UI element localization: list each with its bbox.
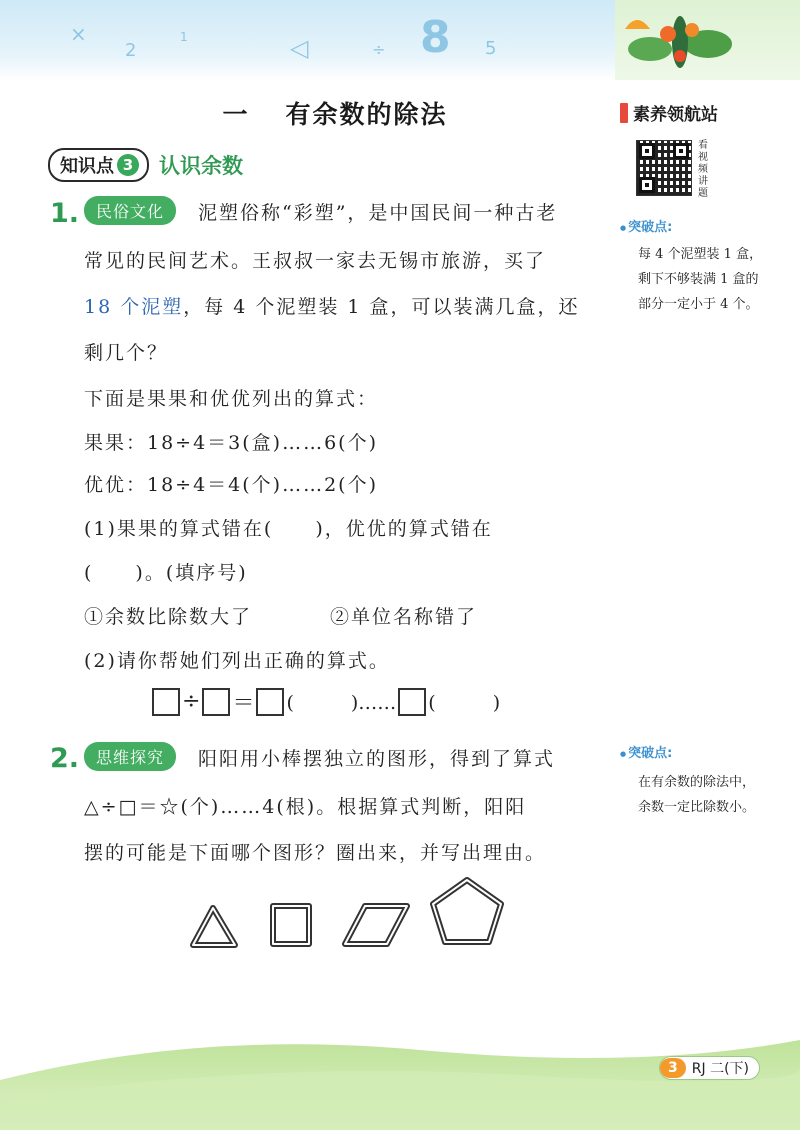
pentagon-shape[interactable]	[433, 880, 501, 942]
deco-glyph: 5	[485, 38, 497, 59]
problem-tag: 思维探究	[84, 742, 176, 771]
knowledge-point-title: 认识余数	[159, 154, 243, 178]
unit-blank[interactable]: ( )	[428, 692, 501, 714]
problem-number: 2.	[50, 743, 80, 774]
answer-box[interactable]	[398, 688, 426, 716]
deco-glyph: ×	[70, 22, 87, 46]
guoguo-equation: 果果：18÷4＝3(盒)……6(个)	[84, 432, 379, 454]
page-badge	[659, 1056, 760, 1080]
answer-box[interactable]	[202, 688, 230, 716]
triangle-shape[interactable]	[193, 908, 235, 945]
problem-tag: 民俗文化	[84, 196, 176, 225]
deco-glyph: 2	[125, 40, 137, 61]
note-text: 每 4 个泥塑装 1 盒，剩下不够装满 1 盒的部分一定小于 4 个。	[638, 247, 763, 312]
question-1-cont: ( )。(填序号)	[84, 562, 248, 584]
square-shape[interactable]	[273, 906, 309, 944]
deco-glyph: ◁	[290, 34, 309, 62]
problem-text: 剩几个？	[84, 342, 169, 364]
problem-text: 常见的民间艺术。王叔叔一家去无锡市旅游，买了	[84, 250, 547, 272]
answer-box[interactable]	[152, 688, 180, 716]
option-1: ①余数比除数大了	[84, 606, 253, 628]
youyou-equation: 优优：18÷4＝4(个)……2(个)	[84, 474, 379, 496]
knowledge-point-badge	[48, 148, 149, 182]
chapter-title: 有余数的除法	[285, 100, 448, 129]
page-number: 3	[660, 1058, 686, 1078]
unit-blank[interactable]: ( )……	[286, 692, 397, 714]
problem-text: △÷□＝☆(个)……4(根)。根据算式判断，阳阳	[84, 796, 527, 818]
answer-box[interactable]	[256, 688, 284, 716]
side-title	[620, 100, 718, 125]
problem-number: 1.	[50, 198, 80, 229]
note-heading: ● 突破点:	[620, 216, 672, 235]
knowledge-point	[48, 148, 243, 182]
problem-text: 阳阳用小棒摆独立的图形，得到了算式	[198, 748, 556, 770]
problem-text	[84, 292, 580, 319]
qr-finder	[639, 143, 655, 159]
note-text: 在有余数的除法中，余数一定比除数小。	[638, 775, 756, 815]
highlight-text: 18 个泥塑	[84, 296, 184, 318]
header-band	[0, 0, 800, 80]
knowledge-point-number: 3	[117, 154, 139, 176]
question-2: (2)请你帮她们列出正确的算式。	[84, 650, 390, 672]
deco-glyph: ÷	[372, 40, 386, 59]
answer-formula	[152, 686, 500, 717]
deco-glyph: 1	[180, 30, 188, 44]
page-title	[0, 95, 670, 131]
problem-text: 泥塑俗称“彩塑”，是中国民间一种古老	[198, 202, 558, 224]
side-title-text: 素养领航站	[633, 105, 718, 125]
qr-code[interactable]	[636, 140, 692, 196]
question-1: (1)果果的算式错在( )，优优的算式错在	[84, 518, 493, 540]
section-number: 一	[222, 100, 250, 129]
option-2: ②单位名称错了	[330, 606, 478, 628]
edition-label: RJ 二(下)	[691, 1061, 749, 1077]
qr-finder	[639, 177, 655, 193]
plant-icon	[620, 4, 740, 76]
stick-shapes	[185, 870, 505, 960]
equals-sign: ＝	[232, 691, 255, 716]
divide-sign: ÷	[182, 689, 201, 714]
problem-text: 下面是果果和优优列出的算式：	[84, 388, 379, 410]
note-heading: ● 突破点:	[620, 742, 672, 761]
deco-glyph: 8	[420, 12, 451, 63]
flag-icon	[620, 103, 628, 123]
knowledge-point-label: 知识点	[60, 156, 114, 177]
problem-text: 摆的可能是下面哪个图形？圈出来，并写出理由。	[84, 842, 547, 864]
qr-finder	[673, 143, 689, 159]
problem-text-rest: ，每 4 个泥塑装 1 盒，可以装满几盒，还	[183, 296, 580, 318]
qr-label: 看视频讲题	[698, 140, 708, 199]
